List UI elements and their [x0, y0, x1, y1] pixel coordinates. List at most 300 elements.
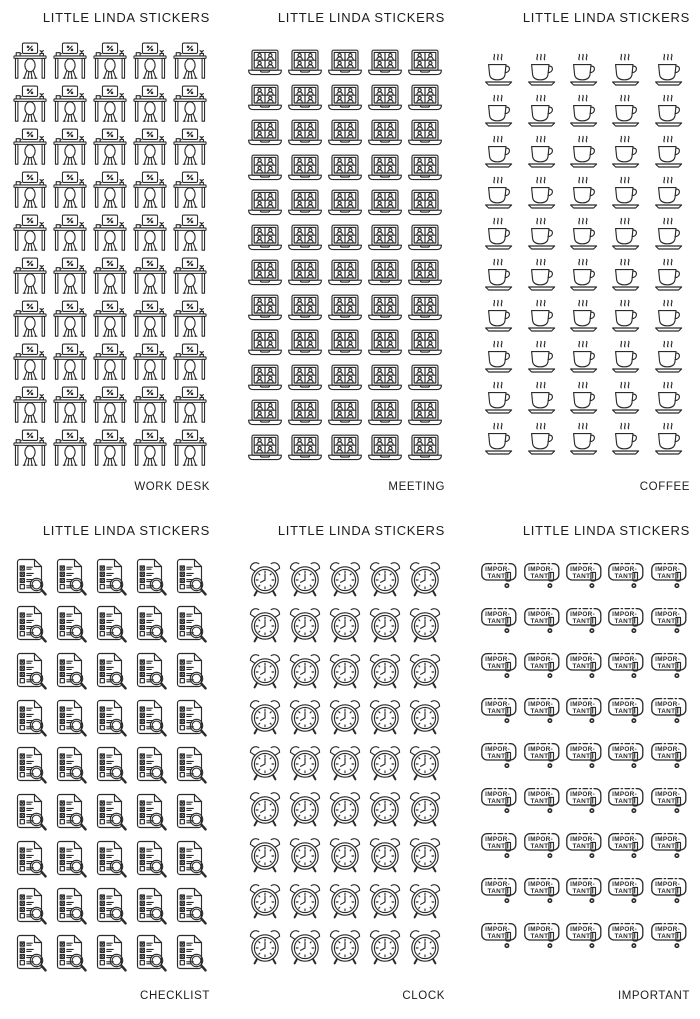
- coffee-cup-icon: [608, 216, 644, 252]
- coffee-cup-icon: [524, 339, 560, 375]
- alarm-clock-icon: [246, 835, 284, 875]
- important-label-icon-graphic: [478, 696, 520, 726]
- svg-text:IMPOR-: IMPOR-: [527, 880, 553, 888]
- desk-workstation-icon-graphic: [133, 299, 167, 339]
- checklist-magnifier-icon: [171, 886, 209, 928]
- sticker-grid: [10, 41, 210, 468]
- alarm-clock-icon-graphic: [406, 697, 444, 737]
- svg-text:IMPOR-: IMPOR-: [654, 655, 680, 663]
- video-call-laptop-icon: [247, 259, 283, 289]
- checklist-magnifier-icon: [91, 933, 129, 975]
- svg-text:TANT: TANT: [657, 707, 676, 715]
- desk-workstation-icon-graphic: [173, 170, 207, 210]
- desk-workstation-icon-graphic: [53, 342, 87, 382]
- coffee-cup-icon-graphic: [608, 52, 644, 88]
- alarm-clock-icon-graphic: [326, 789, 364, 829]
- svg-text:IMPOR-: IMPOR-: [527, 745, 553, 753]
- desk-workstation-icon-graphic: [133, 213, 167, 253]
- svg-text:IMPOR-: IMPOR-: [527, 655, 553, 663]
- video-call-laptop-icon: [327, 434, 363, 464]
- svg-text:IMPOR-: IMPOR-: [612, 655, 638, 663]
- alarm-clock-icon: [406, 605, 444, 645]
- alarm-clock-icon: [326, 881, 364, 921]
- desk-workstation-icon-graphic: [93, 170, 127, 210]
- desk-workstation-icon: [13, 170, 47, 210]
- svg-text:IMPOR-: IMPOR-: [485, 565, 511, 573]
- important-label-icon-graphic: [648, 561, 690, 591]
- video-call-laptop-icon-graphic: [327, 224, 363, 254]
- coffee-cup-icon-graphic: [481, 93, 517, 129]
- important-label-icon-graphic: [521, 606, 563, 636]
- coffee-cup-icon-graphic: [566, 175, 602, 211]
- alarm-clock-icon-graphic: [406, 789, 444, 829]
- important-label-icon: [478, 876, 520, 906]
- checklist-magnifier-icon: [11, 886, 49, 928]
- video-call-laptop-icon-graphic: [287, 364, 323, 394]
- desk-workstation-icon: [13, 213, 47, 253]
- coffee-cup-icon: [651, 93, 687, 129]
- important-label-icon: [605, 831, 647, 861]
- svg-text:TANT: TANT: [530, 662, 548, 670]
- svg-text:IMPOR-: IMPOR-: [570, 835, 596, 843]
- important-label-icon: [648, 561, 690, 591]
- desk-workstation-icon: [173, 213, 207, 253]
- desk-workstation-icon-graphic: [133, 385, 167, 425]
- svg-text:TANT: TANT: [487, 617, 506, 625]
- checklist-magnifier-icon-graphic: [11, 839, 49, 881]
- svg-text:IMPOR-: IMPOR-: [527, 610, 553, 618]
- svg-text:IMPOR-: IMPOR-: [654, 880, 680, 888]
- video-call-laptop-icon-graphic: [367, 49, 403, 79]
- alarm-clock-icon: [246, 697, 284, 737]
- coffee-cup-icon-graphic: [524, 421, 560, 457]
- coffee-cup-icon-graphic: [651, 339, 687, 375]
- svg-text:TANT: TANT: [572, 932, 591, 940]
- svg-text:TANT: TANT: [657, 572, 676, 580]
- sheet-title: LITTLE LINDA STICKERS: [277, 10, 445, 25]
- video-call-laptop-icon-graphic: [287, 154, 323, 184]
- coffee-cup-icon: [651, 52, 687, 88]
- coffee-cup-icon: [566, 421, 602, 457]
- desk-workstation-icon-graphic: [133, 256, 167, 296]
- video-call-laptop-icon-graphic: [327, 84, 363, 114]
- checklist-magnifier-icon: [171, 792, 209, 834]
- sheet-label: MEETING: [388, 481, 445, 493]
- checklist-magnifier-icon: [171, 604, 209, 646]
- coffee-cup-icon: [608, 257, 644, 293]
- checklist-magnifier-icon: [91, 557, 129, 599]
- svg-text:TANT: TANT: [614, 932, 633, 940]
- svg-text:TANT: TANT: [657, 887, 676, 895]
- video-call-laptop-icon-graphic: [367, 434, 403, 464]
- important-label-icon: [605, 786, 647, 816]
- coffee-cup-icon: [481, 298, 517, 334]
- alarm-clock-icon: [366, 651, 404, 691]
- desk-workstation-icon-graphic: [53, 385, 87, 425]
- alarm-clock-icon: [326, 605, 364, 645]
- coffee-cup-icon-graphic: [481, 134, 517, 170]
- desk-workstation-icon: [173, 256, 207, 296]
- desk-workstation-icon-graphic: [13, 170, 47, 210]
- svg-text:TANT: TANT: [530, 842, 548, 850]
- video-call-laptop-icon-graphic: [327, 329, 363, 359]
- video-call-laptop-icon: [287, 364, 323, 394]
- alarm-clock-icon-graphic: [326, 559, 364, 599]
- alarm-clock-icon-graphic: [286, 743, 324, 783]
- video-call-laptop-icon: [327, 84, 363, 114]
- coffee-cup-icon-graphic: [566, 257, 602, 293]
- important-label-icon-graphic: [605, 561, 647, 591]
- important-label-icon-graphic: [648, 741, 690, 771]
- coffee-cup-icon-graphic: [566, 216, 602, 252]
- svg-text:TANT: TANT: [530, 887, 548, 895]
- alarm-clock-icon: [406, 927, 444, 967]
- svg-text:TANT: TANT: [657, 752, 676, 760]
- video-call-laptop-icon: [367, 49, 403, 79]
- video-call-laptop-icon: [327, 224, 363, 254]
- coffee-cup-icon-graphic: [481, 216, 517, 252]
- checklist-magnifier-icon-graphic: [51, 839, 89, 881]
- video-call-laptop-icon-graphic: [327, 154, 363, 184]
- svg-text:IMPOR-: IMPOR-: [527, 925, 553, 933]
- important-label-icon-graphic: [605, 651, 647, 681]
- coffee-cup-icon: [566, 93, 602, 129]
- video-call-laptop-icon: [367, 294, 403, 324]
- video-call-laptop-icon-graphic: [287, 329, 323, 359]
- desk-workstation-icon-graphic: [173, 213, 207, 253]
- desk-workstation-icon-graphic: [173, 84, 207, 124]
- desk-workstation-icon: [133, 127, 167, 167]
- important-label-icon-graphic: [605, 606, 647, 636]
- important-label-icon: [605, 741, 647, 771]
- desk-workstation-icon-graphic: [93, 299, 127, 339]
- svg-text:TANT: TANT: [487, 707, 506, 715]
- alarm-clock-icon: [326, 651, 364, 691]
- video-call-laptop-icon: [287, 84, 323, 114]
- video-call-laptop-icon: [287, 434, 323, 464]
- checklist-magnifier-icon: [11, 557, 49, 599]
- video-call-laptop-icon-graphic: [247, 224, 283, 254]
- video-call-laptop-icon-graphic: [407, 259, 443, 289]
- svg-text:TANT: TANT: [614, 752, 633, 760]
- desk-workstation-icon-graphic: [53, 170, 87, 210]
- video-call-laptop-icon-graphic: [367, 259, 403, 289]
- checklist-magnifier-icon: [11, 651, 49, 693]
- desk-workstation-icon: [93, 213, 127, 253]
- coffee-cup-icon-graphic: [651, 380, 687, 416]
- video-call-laptop-icon-graphic: [287, 399, 323, 429]
- desk-workstation-icon-graphic: [13, 256, 47, 296]
- coffee-cup-icon-graphic: [481, 257, 517, 293]
- video-call-laptop-icon-graphic: [407, 224, 443, 254]
- coffee-cup-icon: [481, 93, 517, 129]
- checklist-magnifier-icon-graphic: [171, 698, 209, 740]
- coffee-cup-icon: [524, 52, 560, 88]
- desk-workstation-icon-graphic: [93, 256, 127, 296]
- checklist-magnifier-icon-graphic: [51, 651, 89, 693]
- svg-text:IMPOR-: IMPOR-: [570, 745, 596, 753]
- important-label-icon: [521, 696, 563, 726]
- video-call-laptop-icon: [287, 119, 323, 149]
- desk-workstation-icon: [93, 385, 127, 425]
- checklist-magnifier-icon-graphic: [91, 604, 129, 646]
- sticker-sheet-coffee: [466, 0, 699, 505]
- coffee-cup-icon: [566, 216, 602, 252]
- alarm-clock-icon-graphic: [326, 605, 364, 645]
- important-label-icon: [563, 696, 605, 726]
- svg-text:TANT: TANT: [487, 572, 506, 580]
- bottom-sheet-row: [0, 505, 700, 1019]
- important-label-icon-graphic: [648, 651, 690, 681]
- checklist-magnifier-icon-graphic: [51, 604, 89, 646]
- coffee-cup-icon-graphic: [481, 339, 517, 375]
- coffee-cup-icon-graphic: [524, 93, 560, 129]
- alarm-clock-icon-graphic: [286, 927, 324, 967]
- important-label-icon-graphic: [563, 786, 605, 816]
- important-label-icon: [563, 651, 605, 681]
- checklist-magnifier-icon-graphic: [51, 933, 89, 975]
- coffee-cup-icon: [608, 134, 644, 170]
- checklist-magnifier-icon-graphic: [51, 745, 89, 787]
- svg-text:TANT: TANT: [487, 752, 506, 760]
- coffee-cup-icon-graphic: [524, 257, 560, 293]
- important-label-icon: [521, 606, 563, 636]
- coffee-cup-icon-graphic: [566, 52, 602, 88]
- alarm-clock-icon-graphic: [366, 789, 404, 829]
- checklist-magnifier-icon: [171, 745, 209, 787]
- alarm-clock-icon: [406, 789, 444, 829]
- checklist-magnifier-icon: [91, 886, 129, 928]
- important-label-icon-graphic: [648, 606, 690, 636]
- desk-workstation-icon: [53, 213, 87, 253]
- important-label-icon-graphic: [478, 606, 520, 636]
- video-call-laptop-icon-graphic: [367, 294, 403, 324]
- svg-text:IMPOR-: IMPOR-: [527, 565, 553, 573]
- svg-text:IMPOR-: IMPOR-: [485, 925, 511, 933]
- svg-text:TANT: TANT: [530, 932, 548, 940]
- alarm-clock-icon-graphic: [366, 835, 404, 875]
- video-call-laptop-icon-graphic: [327, 399, 363, 429]
- important-label-icon-graphic: [478, 921, 520, 951]
- svg-text:TANT: TANT: [530, 617, 548, 625]
- important-label-icon-graphic: [648, 786, 690, 816]
- alarm-clock-icon: [406, 743, 444, 783]
- coffee-cup-icon: [566, 175, 602, 211]
- important-label-icon-graphic: [521, 741, 563, 771]
- checklist-magnifier-icon-graphic: [91, 557, 129, 599]
- video-call-laptop-icon: [287, 224, 323, 254]
- alarm-clock-icon: [286, 835, 324, 875]
- coffee-cup-icon-graphic: [608, 216, 644, 252]
- sheet-label: IMPORTANT: [617, 990, 690, 1002]
- checklist-magnifier-icon: [91, 604, 129, 646]
- svg-text:TANT: TANT: [487, 662, 506, 670]
- alarm-clock-icon-graphic: [246, 605, 284, 645]
- checklist-magnifier-icon-graphic: [131, 651, 169, 693]
- video-call-laptop-icon: [247, 84, 283, 114]
- alarm-clock-icon-graphic: [286, 559, 324, 599]
- alarm-clock-icon: [286, 743, 324, 783]
- svg-text:TANT: TANT: [487, 932, 506, 940]
- svg-text:TANT: TANT: [572, 617, 591, 625]
- checklist-magnifier-icon-graphic: [131, 604, 169, 646]
- checklist-magnifier-icon: [11, 839, 49, 881]
- desk-workstation-icon-graphic: [133, 84, 167, 124]
- svg-text:IMPOR-: IMPOR-: [612, 835, 638, 843]
- svg-text:IMPOR-: IMPOR-: [612, 610, 638, 618]
- svg-text:IMPOR-: IMPOR-: [570, 655, 596, 663]
- desk-workstation-icon: [173, 41, 207, 81]
- important-label-icon: [478, 741, 520, 771]
- important-label-icon-graphic: [521, 561, 563, 591]
- video-call-laptop-icon: [407, 434, 443, 464]
- desk-workstation-icon-graphic: [173, 299, 207, 339]
- video-call-laptop-icon-graphic: [287, 224, 323, 254]
- important-label-icon-graphic: [521, 651, 563, 681]
- svg-text:IMPOR-: IMPOR-: [654, 565, 680, 573]
- coffee-cup-icon-graphic: [651, 298, 687, 334]
- important-label-icon: [648, 651, 690, 681]
- important-label-icon-graphic: [478, 786, 520, 816]
- video-call-laptop-icon-graphic: [367, 224, 403, 254]
- desk-workstation-icon: [133, 41, 167, 81]
- sticker-sheet-important: [466, 505, 699, 1019]
- desk-workstation-icon: [13, 428, 47, 468]
- video-call-laptop-icon-graphic: [367, 84, 403, 114]
- coffee-cup-icon-graphic: [566, 339, 602, 375]
- svg-text:IMPOR-: IMPOR-: [612, 700, 638, 708]
- alarm-clock-icon: [366, 789, 404, 829]
- video-call-laptop-icon: [247, 329, 283, 359]
- alarm-clock-icon: [246, 789, 284, 829]
- important-label-icon-graphic: [521, 786, 563, 816]
- coffee-cup-icon-graphic: [608, 134, 644, 170]
- video-call-laptop-icon: [287, 49, 323, 79]
- alarm-clock-icon: [246, 651, 284, 691]
- alarm-clock-icon: [326, 697, 364, 737]
- checklist-magnifier-icon-graphic: [171, 604, 209, 646]
- video-call-laptop-icon-graphic: [287, 294, 323, 324]
- svg-text:IMPOR-: IMPOR-: [570, 880, 596, 888]
- alarm-clock-icon-graphic: [406, 927, 444, 967]
- important-label-icon: [648, 741, 690, 771]
- coffee-cup-icon-graphic: [566, 421, 602, 457]
- svg-text:IMPOR-: IMPOR-: [654, 790, 680, 798]
- alarm-clock-icon: [366, 743, 404, 783]
- important-label-icon: [563, 561, 605, 591]
- video-call-laptop-icon-graphic: [247, 84, 283, 114]
- coffee-cup-icon: [524, 93, 560, 129]
- svg-text:TANT: TANT: [530, 797, 548, 805]
- video-call-laptop-icon-graphic: [407, 329, 443, 359]
- important-label-icon-graphic: [563, 921, 605, 951]
- important-label-icon: [648, 696, 690, 726]
- alarm-clock-icon-graphic: [246, 881, 284, 921]
- desk-workstation-icon: [173, 299, 207, 339]
- svg-text:TANT: TANT: [614, 572, 633, 580]
- checklist-magnifier-icon-graphic: [171, 557, 209, 599]
- checklist-magnifier-icon: [51, 604, 89, 646]
- alarm-clock-icon: [286, 697, 324, 737]
- video-call-laptop-icon: [367, 224, 403, 254]
- desk-workstation-icon-graphic: [93, 41, 127, 81]
- coffee-cup-icon: [481, 175, 517, 211]
- coffee-cup-icon: [608, 380, 644, 416]
- checklist-magnifier-icon-graphic: [91, 886, 129, 928]
- checklist-magnifier-icon-graphic: [11, 698, 49, 740]
- video-call-laptop-icon-graphic: [247, 399, 283, 429]
- coffee-cup-icon-graphic: [524, 380, 560, 416]
- important-label-icon-graphic: [478, 561, 520, 591]
- coffee-cup-icon: [651, 421, 687, 457]
- alarm-clock-icon-graphic: [286, 697, 324, 737]
- coffee-cup-icon-graphic: [608, 93, 644, 129]
- video-call-laptop-icon: [407, 259, 443, 289]
- important-label-icon: [521, 741, 563, 771]
- checklist-magnifier-icon: [131, 557, 169, 599]
- checklist-magnifier-icon-graphic: [131, 886, 169, 928]
- desk-workstation-icon-graphic: [13, 299, 47, 339]
- important-label-icon-graphic: [648, 696, 690, 726]
- important-label-icon: [478, 921, 520, 951]
- alarm-clock-icon: [326, 789, 364, 829]
- desk-workstation-icon-graphic: [93, 428, 127, 468]
- checklist-magnifier-icon-graphic: [91, 651, 129, 693]
- video-call-laptop-icon-graphic: [407, 364, 443, 394]
- coffee-cup-icon: [608, 52, 644, 88]
- svg-text:IMPOR-: IMPOR-: [485, 610, 511, 618]
- alarm-clock-icon-graphic: [366, 743, 404, 783]
- alarm-clock-icon-graphic: [326, 743, 364, 783]
- coffee-cup-icon: [608, 175, 644, 211]
- svg-text:IMPOR-: IMPOR-: [612, 565, 638, 573]
- alarm-clock-icon: [366, 605, 404, 645]
- coffee-cup-icon: [481, 339, 517, 375]
- important-label-icon: [521, 651, 563, 681]
- svg-text:IMPOR-: IMPOR-: [654, 835, 680, 843]
- sticker-grid: [245, 559, 445, 967]
- desk-workstation-icon: [133, 342, 167, 382]
- checklist-magnifier-icon-graphic: [11, 604, 49, 646]
- video-call-laptop-icon: [327, 49, 363, 79]
- alarm-clock-icon: [286, 927, 324, 967]
- video-call-laptop-icon-graphic: [287, 84, 323, 114]
- coffee-cup-icon-graphic: [566, 298, 602, 334]
- video-call-laptop-icon: [327, 399, 363, 429]
- important-label-icon: [521, 921, 563, 951]
- video-call-laptop-icon-graphic: [327, 259, 363, 289]
- desk-workstation-icon-graphic: [93, 84, 127, 124]
- video-call-laptop-icon-graphic: [367, 364, 403, 394]
- sheet-label: WORK DESK: [134, 481, 210, 493]
- important-label-icon: [478, 831, 520, 861]
- coffee-cup-icon-graphic: [481, 421, 517, 457]
- video-call-laptop-icon: [407, 154, 443, 184]
- checklist-magnifier-icon: [91, 792, 129, 834]
- alarm-clock-icon: [406, 835, 444, 875]
- alarm-clock-icon: [326, 927, 364, 967]
- alarm-clock-icon: [246, 881, 284, 921]
- video-call-laptop-icon-graphic: [247, 119, 283, 149]
- checklist-magnifier-icon-graphic: [131, 745, 169, 787]
- checklist-magnifier-icon: [131, 698, 169, 740]
- video-call-laptop-icon-graphic: [327, 189, 363, 219]
- checklist-magnifier-icon: [91, 745, 129, 787]
- coffee-cup-icon: [524, 298, 560, 334]
- checklist-magnifier-icon: [51, 651, 89, 693]
- video-call-laptop-icon: [247, 49, 283, 79]
- desk-workstation-icon: [53, 428, 87, 468]
